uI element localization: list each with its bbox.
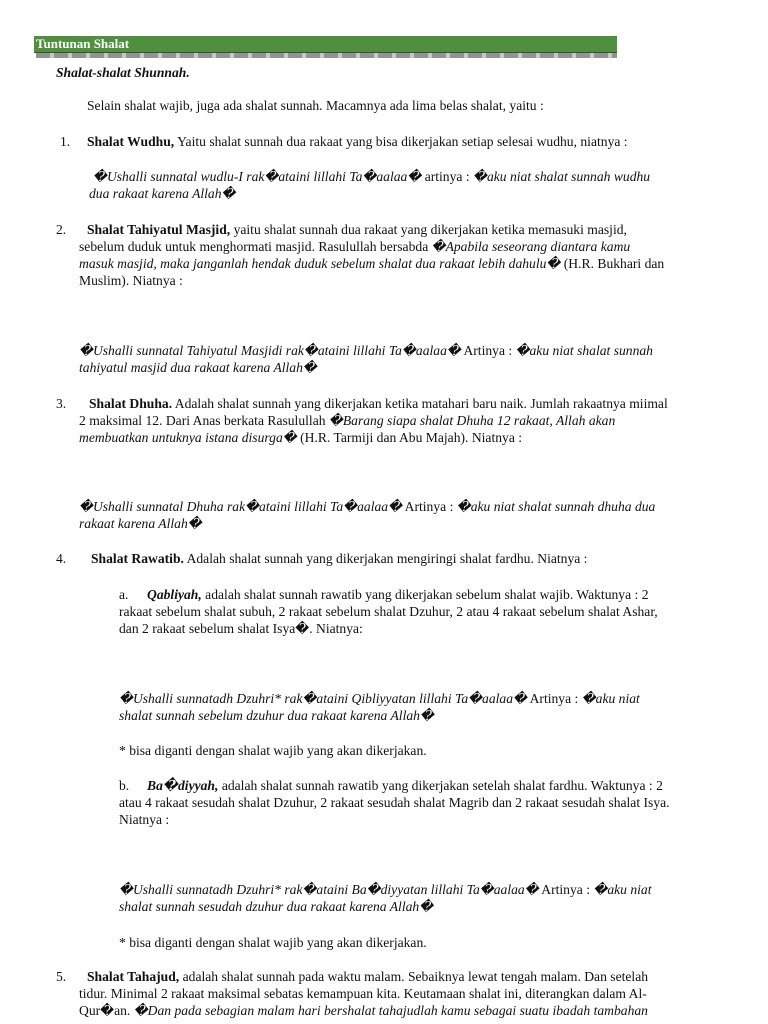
- sub-item-a-line-2: rakaat sebelum shalat subuh, 2 rakaat sebelum shalat Dzuhur, 2 atau 4 rakaat sebelum shalat Ashar,: [119, 604, 658, 619]
- item-3-line-3: membuatkan untuknya istana disurga� (H.R. Tarmiji dan Abu Majah). Niatnya :: [79, 430, 523, 445]
- sub-item-b-line-2: atau 4 rakaat sesudah shalat Dzuhur, 2 rakaat sesudah shalat Magrib dan 2 rakaat sesudah shalat Isya.: [119, 795, 670, 810]
- document-header-title: Tuntunan Shalat: [36, 36, 130, 51]
- sub-item-a-niat-line-1: �Ushalli sunnatadh Dzuhri* rak�ataini Qibliyyatan lillahi Ta�aalaa� Artinya : �aku niat: [119, 691, 640, 706]
- list-number-5: 5.: [56, 969, 67, 984]
- item-4-heading: Shalat Rawatib.: [91, 551, 184, 566]
- sub-item-a-niat-line-2: shalat sunnah sebelum dzuhur dua rakaat karena Allah�: [119, 708, 434, 723]
- item-5-line-3: Qur�an. �Dan pada sebagian malam hari bershalat tahajudlah kamu sebagai suatu ibadah tambahan: [79, 1003, 648, 1018]
- item-2-niat-line-2: tahiyatul masjid dua rakaat karena Allah�: [79, 360, 317, 375]
- item-2-heading: Shalat Tahiyatul Masjid,: [87, 222, 231, 237]
- sub-item-b-line-1: Ba�diyyah, adalah shalat sunnah rawatib yang dikerjakan setelah shalat fardhu. Waktunya : 2: [147, 778, 663, 793]
- item-2-line-4: Muslim). Niatnya :: [79, 273, 183, 288]
- item-1-niat-line-2: dua rakaat karena Allah�: [89, 186, 236, 201]
- sub-item-a-heading: Qabliyah,: [147, 587, 202, 602]
- section-title: Shalat-shalat Shunnah.: [56, 65, 190, 80]
- sub-item-b-niat-line-2: shalat sunnah sesudah dzuhur dua rakaat karena Allah�: [119, 899, 434, 914]
- item-5-line-2: tidur. Minimal 2 rakaat maksimal sebatas kemampuan kita. Keutamaan shalat ini, diterangkan dalam Al-: [79, 986, 647, 1001]
- item-4-line-1: Shalat Rawatib. Adalah shalat sunnah yang dikerjakan mengiringi shalat fardhu. Niatnya :: [91, 551, 588, 566]
- sub-item-a-line-1: Qabliyah, adalah shalat sunnah rawatib yang dikerjakan sebelum shalat wajib. Waktunya : 2: [147, 587, 649, 602]
- item-3-niat-line-2: rakaat karena Allah�: [79, 516, 202, 531]
- item-2-line-2: sebelum duduk untuk menghormati masjid. Rasulullah bersabda �Apabila seseorang diantara kamu: [79, 239, 631, 254]
- item-5-heading: Shalat Tahajud,: [87, 969, 180, 984]
- item-1-line-1: Shalat Wudhu, Yaitu shalat sunnah dua rakaat yang bisa dikerjakan setiap selesai wudhu, niatnya :: [87, 134, 628, 149]
- sub-item-a-letter: a.: [119, 587, 129, 602]
- sub-item-a-line-3: dan 2 rakaat sebelum shalat Isya�. Niatnya:: [119, 621, 363, 636]
- intro-paragraph: Selain shalat wajib, juga ada shalat sunnah. Macamnya ada lima belas shalat, yaitu :: [87, 98, 544, 113]
- item-2-line-3: masuk masjid, maka janganlah hendak duduk sebelum shalat dua rakaat lebih dahulu� (H.R. Bukhari dan: [79, 256, 665, 271]
- sub-item-b-footnote: * bisa diganti dengan shalat wajib yang akan dikerjakan.: [119, 935, 427, 950]
- item-3-line-1: Shalat Dhuha. Adalah shalat sunnah yang dikerjakan ketika matahari baru naik. Jumlah rakaatnya miimal: [89, 396, 668, 411]
- document-header-bar: [34, 36, 617, 53]
- list-number-3: 3.: [56, 396, 67, 411]
- item-3-heading: Shalat Dhuha.: [89, 396, 173, 411]
- sub-item-b-line-3: Niatnya :: [119, 812, 170, 827]
- list-number-4: 4.: [56, 551, 67, 566]
- sub-item-b-heading: Ba�diyyah,: [147, 778, 219, 793]
- item-2-line-1: Shalat Tahiyatul Masjid, yaitu shalat sunnah dua rakaat yang dikerjakan ketika memasuki masjid,: [87, 222, 627, 237]
- sub-item-a-footnote: * bisa diganti dengan shalat wajib yang akan dikerjakan.: [119, 743, 427, 758]
- item-2-niat-line-1: �Ushalli sunnatal Tahiyatul Masjidi rak�ataini lillahi Ta�aalaa� Artinya : �aku niat shalat sunnah: [79, 343, 653, 358]
- item-1-heading: Shalat Wudhu,: [87, 134, 175, 149]
- sub-item-b-niat-line-1: �Ushalli sunnatadh Dzuhri* rak�ataini Ba�diyyatan lillahi Ta�aalaa� Artinya : �aku niat: [119, 882, 652, 897]
- sub-item-b-letter: b.: [119, 778, 130, 793]
- item-1-niat-line-1: �Ushalli sunnatal wudlu-I rak�ataini lillahi Ta�aalaa� artinya : �aku niat shalat sunnah wudhu: [93, 169, 651, 184]
- header-decorative-border: [36, 53, 617, 58]
- item-5-line-1: Shalat Tahajud, adalah shalat sunnah pada waktu malam. Sebaiknya lewat tengah malam. Dan setelah: [87, 969, 649, 984]
- item-3-niat-line-1: �Ushalli sunnatal Dhuha rak�ataini lillahi Ta�aalaa� Artinya : �aku niat shalat sunnah dhuha dua: [79, 499, 656, 514]
- list-number-1: 1.: [60, 134, 71, 149]
- list-number-2: 2.: [56, 222, 67, 237]
- item-3-line-2: 2 maksimal 12. Dari Anas berkata Rasulullah �Barang siapa shalat Dhuha 12 rakaat, Allah akan: [79, 413, 616, 428]
